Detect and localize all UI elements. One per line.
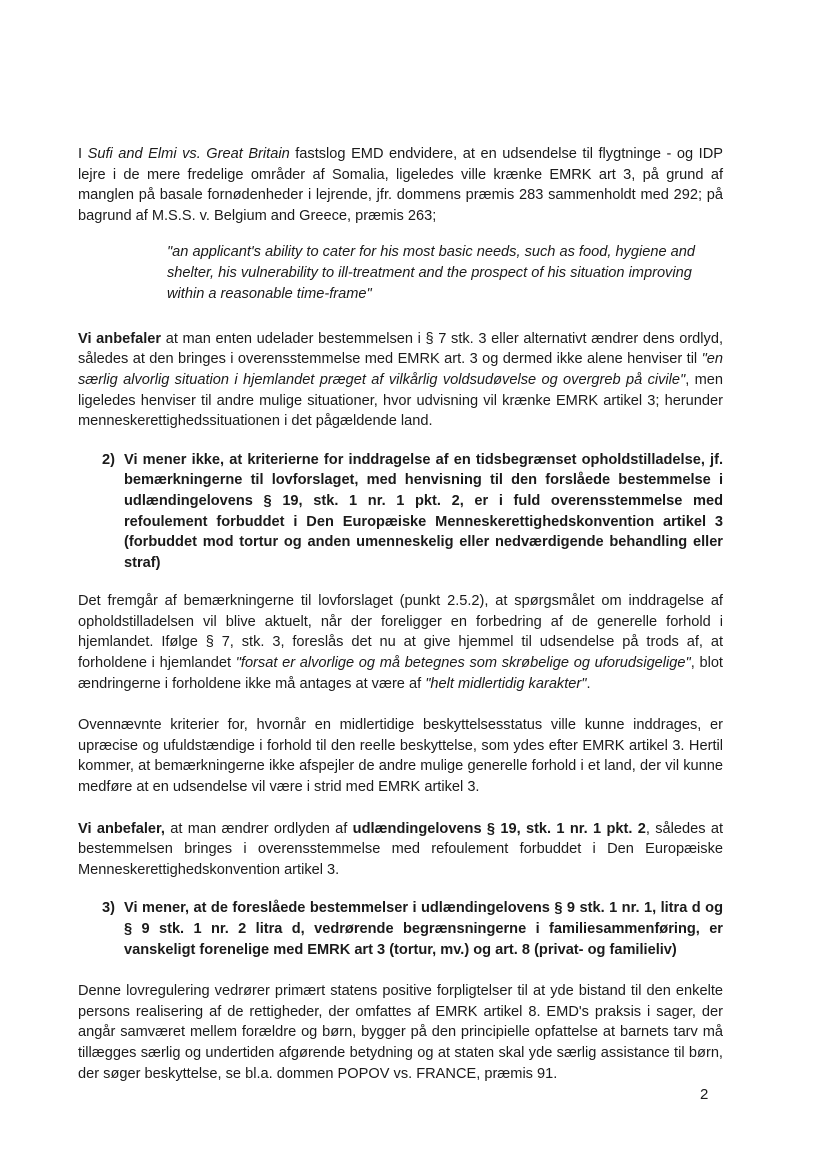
- item-heading: Vi mener, at de foreslåede bestemmelser i udlændingelovens § 9 stk. 1 nr. 1, litra d og § 9 stk. 1 nr. 2 litra d, vedrørende begrænsningerne i familiesammenføring, er vanskeligt forenelige med EMRK art 3 (tortur, mv.) og art. 8 (privat- og familieliv): [124, 900, 723, 958]
- quoted-text: "forsat er alvorlige og må betegnes som skrøbelige og uforudsigelige": [235, 655, 691, 672]
- paragraph-recommendation-2: [78, 819, 723, 881]
- document-page: [78, 144, 723, 1084]
- text: I: [78, 146, 88, 162]
- case-name: Sufi and Elmi vs. Great Britain: [87, 146, 290, 162]
- law-reference: udlændingelovens § 19, stk. 1 nr. 1 pkt. 2: [352, 820, 646, 837]
- text: at man enten udelader bestemmelsen i § 7 stk. 3 eller alternativt ændrer dens ordlyd, således at den bringes i overensstemmelse med EMRK art. 3 og dermed ikke alene henviser til: [78, 330, 724, 368]
- numbered-item-3: [78, 898, 723, 960]
- item-number: 3): [102, 900, 115, 917]
- paragraph-kriterier: Ovennævnte kriterier for, hvornår en midlertidige beskyttelsesstatus ville kunne inddrages, er upræcise og ufuldstændige i forhold til den reelle beskyttelse, som ydes efter EMRK artikel 3. Hertil kommer, at bemærkningerne ikke afspejler de andre mulige generelle forhold i et land, der vil kunne medføre at en udsendelse vil være i strid med EMRK artikel 3.: [78, 717, 723, 796]
- page-number: 2: [700, 1086, 709, 1103]
- item-number: 2): [102, 451, 115, 468]
- quoted-text: "en særlig alvorlig situation i hjemlandet præget af vilkårlig voldsudøvelse og overgreb på civile": [78, 351, 723, 388]
- text: fastslog EMD endvidere, at en udsendelse til flygtninge - og IDP lejre i de mere fredelige områder af Somalia, ligeledes ville krænke EMRK art 3, på grund af manglen på basale fornødenheder i lejrende, jfr. dommens præmis 283 sammenholdt med 292; på bagrund af M.S.S. v. Belgium and Greece, præmis 263;: [78, 146, 724, 224]
- paragraph-recommendation-1: [78, 329, 723, 432]
- paragraph-lovregulering: Denne lovregulering vedrører primært statens positive forpligtelser til at yde bistand til den enkelte persons realisering af de rettigheder, der omfattes af EMRK artikel 8. EMD's praksis i sager, der angår samværet mellem forældre og børn, bygger på den principielle opfattelse at barnets tarv må tillægges særlig og undertiden afgørende betydning og at staten skal yde særlig assistance til børn, der søger beskyttelse, se bl.a. dommen POPOV vs. FRANCE, præmis 91.: [78, 983, 723, 1082]
- text: .: [586, 675, 591, 692]
- quoted-text: "helt midlertidig karakter": [425, 675, 587, 692]
- text: , således at bestemmelsen bringes i overensstemmelse med refoulement forbuddet i Den Europæiske Menneskerettighedskonvention artikel 3.: [78, 820, 724, 878]
- block-quote: "an applicant's ability to cater for his most basic needs, such as food, hygiene and shelter, his vulnerability to ill-treatment and the prospect of his situation improving within a reasonable time-frame": [167, 244, 695, 302]
- recommendation-label: Vi anbefaler,: [78, 820, 165, 837]
- paragraph-bemaerkninger: [78, 591, 723, 694]
- numbered-item-2: [78, 450, 723, 574]
- recommendation-label: Vi anbefaler: [78, 330, 162, 347]
- text: , blot ændringerne i forholdene ikke må antages at være af: [78, 655, 723, 692]
- text: at man ændrer ordlyden af: [164, 820, 353, 837]
- text: Det fremgår af bemærkningerne til lovforslaget (punkt 2.5.2), at spørgsmålet om inddragelse af opholdstilladelsen vil blive aktuelt, når der foreligger en forbedring af de generelle forhold i hjemlandet. Ifølge § 7, stk. 3, foreslås det nu at give hjemmel til udsendelse på trods af, at forholdene i hjemlandet: [78, 593, 723, 672]
- paragraph-sufi-elmi: [78, 144, 723, 226]
- item-heading: Vi mener ikke, at kriterierne for inddragelse af en tidsbegrænset opholdstilladelse, jf. bemærkningerne til lovforslaget, med henvisning til den forslåede bestemmelse i udlændingelovens § 19, stk. 1 nr. 1 pkt. 2, er i fuld overensstemmelse med refoulement forbuddet i Den Europæiske Menneskerettighedskonvention artikel 3 (forbuddet mod tortur og anden umenneskelig eller nedværdigende behandling eller straf): [124, 451, 723, 571]
- text: , men ligeledes henviser til andre mulige situationer, hvor udvisning vil krænke EMRK artikel 3; herunder menneskerettighedssituationen i det pågældende land.: [78, 371, 723, 430]
